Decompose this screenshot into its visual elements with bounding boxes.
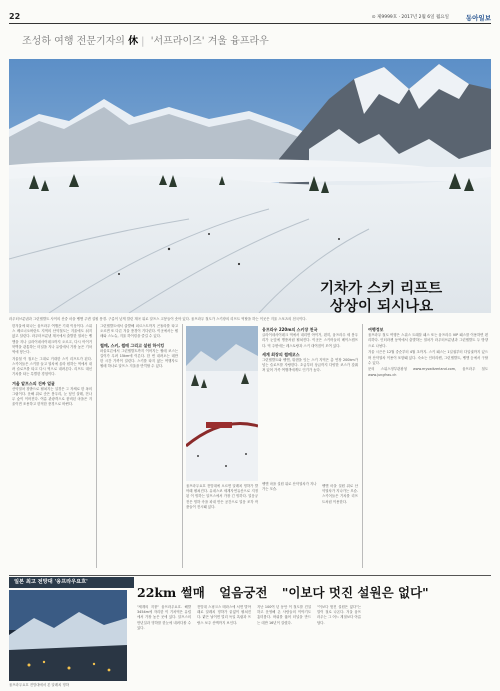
paragraph: 겨울철 이 철도는 그대로 거대한 스키 리프트가 된다. 스키어들은 스키를 들고 열차에 올라 원하는 역에서 내려 슬로프를 타고 다시 역으로 내려온다. 리프트 대신 기차를 타는 특별한 경험이다.	[12, 356, 92, 377]
body-column-4b	[322, 484, 358, 568]
paragraph: 융프라우요흐 전망대에 오르면 알레치 빙하가 발아래 펼쳐진다. 유네스코 세계자연유산으로 지정된 이 빙하는 알프스에서 가장 긴 빙하다. 얼음궁전은 빙하 속을 파내 만든 공간으로 얼음 조각 작품들이 전시돼 있다.	[186, 484, 258, 509]
inline-photo-caption: 벵엔 마을 설원 위로 산악열차가 지나가는 모습.	[262, 482, 317, 491]
subhead-a: 22km 썰매	[137, 585, 205, 600]
feature-title	[320, 280, 485, 316]
subheading: 겨울 알프스의 진짜 얼굴	[12, 380, 55, 386]
glacier-photo	[9, 590, 127, 681]
paragraph: 그린델발트와 벵엔, 뮈렌을 잇는 스키 지역은 총 연장 200km가 넘는 슬로프를 자랑한다. 초급부터 상급까지 다양한 코스가 갖춰져 있어 가족 여행객에게도 인기가 높다.	[262, 358, 358, 373]
travel-info-column	[368, 324, 488, 682]
body-column-2	[100, 324, 178, 568]
masthead	[9, 14, 491, 24]
body-column-3	[186, 484, 258, 568]
paragraph: 겨울 시즌은 12월 중순부터 4월 초까지. 스키 패스는 1일권부터 다일권까지 있으며 산악열차 이용이 포함돼 있다. 숙소는 인터라켄, 그린델발트, 벵엔 등에서 구할 수 있다.	[368, 350, 488, 365]
section-label: 일본 최고 전망대 '융프라우요흐'	[9, 577, 134, 588]
inline-photo	[186, 326, 258, 481]
subhead-c: "이보다 멋진 설원은 없다"	[281, 585, 429, 600]
section-headline: 조성하 여행 전문기자의 休 | '서프라이즈' 겨울 융프라우	[22, 36, 269, 47]
paragraph: 클라이네샤이데크 역에서 내리면 아이거, 묀히, 융프라우 세 봉우리가 눈앞에 병풍처럼 펼쳐진다. 이곳은 스키어들의 베이스캠프다. 역 주변에는 레스토랑과 스키 대여점이 모여 있다.	[262, 333, 358, 348]
paper-logo: 동아일보	[465, 14, 491, 22]
body-column-1	[12, 324, 92, 568]
paragraph: 문의 스위스정부관광청 www.myswitzerland.com, 융프라우 철도 www.jungfrau.ch	[368, 367, 488, 377]
subhead-b: 얼음궁전	[219, 585, 268, 600]
headline-theme: '서프라이즈' 겨울 융프라우	[150, 36, 269, 47]
paragraph: 전망대 스핑크스 테라스에 서면 발아래로 알레치 빙하가 끝없이 펼쳐진다. 맑은 날이면 멀리 독일 흑림과 프랑스 보주 산맥까지 보인다.	[197, 605, 251, 625]
subheading: 세계 최장의 썰매코스	[262, 351, 300, 357]
lower-column-4	[317, 605, 361, 685]
subheading: 썰매, 스키, 썰매 그리고 설원 하이킹	[100, 342, 165, 348]
section-headline-2	[137, 583, 439, 601]
section-rule	[9, 575, 491, 576]
paragraph: "이보다 멋진 설원은 없다"는 말이 절로 나온다. 겨울 융프라우는 그 어느 계절보다 아름답다.	[317, 605, 361, 625]
glacier-photo-caption: 융프라우요흐 전망대에서 본 알레치 빙하	[9, 683, 69, 687]
paragraph: 그린델발트에서 출발해 피르스트까지 곤돌라를 타고 오르면 또 다른 겨울 풍경이 기다린다. 이곳에서는 썰매와 스노슈, 겨울 하이킹을 즐길 수 있다.	[100, 324, 178, 339]
column-divider	[96, 324, 97, 568]
paragraph: 한겨울에 떠나는 융프라우 여행은 기대 이상이다. 스위스 베르너오버란트 지역의 산악철도는 겨울에도 쉬지 않고 달린다. 라우터브룬넨 계곡에서 출발한 열차는 벵엔을 지나 클라이네샤이데크까지 오르고, 다시 아이거 북벽을 관통하는 터널을 지나 유럽에서 가장 높은 기차역에 닿는다.	[12, 324, 92, 355]
title-line-2: 상상이 되시나요	[330, 298, 434, 315]
title-line-1: 기차가 스키 리프트	[320, 280, 443, 297]
hero-caption: 라우터브룬넨과 그린델발트 사이의 산중 마을 벵엔 주변 설원 풍경. 구름이 낮게 깔린 계곡 위로 알프스 고봉들이 솟아 있다. 융프라우 철도가 스키장의 리프트 역할을 하는 이곳은 겨울 스포츠의 천국이다.	[9, 317, 307, 321]
lower-column-3	[257, 605, 311, 685]
paragraph: 벵엔 마을 설원 위로 산악열차가 지나가는 모습. 스키어들은 기차를 리프트처럼 이용한다.	[322, 484, 358, 504]
column-divider	[362, 324, 363, 568]
headline-rubric: 休	[128, 36, 139, 47]
subheading: 여행정보	[368, 327, 384, 332]
body-column-4	[262, 324, 358, 479]
paragraph: 융프라우 철도 여행은 스위스 트래블 패스 또는 융프라우 VIP 패스를 이용하면 편리하다. 인터라켄 동역에서 출발하는 열차가 라우터브룬넨과 그린델발트 두 방향으로 나뉜다.	[368, 333, 488, 348]
date-line: ⊙ 제9999호 · 2017년 2월 6일 월요일	[371, 15, 449, 20]
page-number: 22	[9, 12, 21, 21]
lower-column-1	[137, 605, 191, 685]
paragraph: "세계의 지붕" 융프라우요흐. 해발 3454m에 자리한 이 기차역은 유럽에서 가장 높은 곳에 있다. 알프스의 만년설과 빙하를 한눈에 내려다볼 수 있다.	[137, 605, 191, 630]
paragraph: 산악열차 창밖으로 펼쳐지는 설경은 그 자체로 한 폭의 그림이다. 운해 위로 솟은 봉우리, 눈 덮인 샬레, 전나무 숲이 이어진다. 여름 관광객으로 붐비던 마을은 겨울이면 조용하고 한적한 풍경으로 바뀐다.	[12, 386, 92, 407]
hero-photo	[9, 59, 491, 313]
lower-column-2	[197, 605, 251, 685]
paragraph: 지난 100여 년 동안 이 철도를 건설하고 운영해 온 사람들의 이야기도 흥미롭다. 바위를 뚫어 터널을 만드는 데만 16년이 걸렸다.	[257, 605, 311, 625]
headline-lead: 조성하 여행 전문기자의	[22, 36, 125, 47]
paragraph: 파울호른에서 그린델발트까지 이어지는 썰매 코스는 길이가 무려 15km에 이른다. 한 번 내려오는 데만 한 시간 가까이 걸린다. 스키를 타지 않는 여행자도 썰매 하나로 알프스 겨울을 만끽할 수 있다.	[100, 348, 178, 369]
subheading: 융프라우 220m의 스키장 천국	[262, 327, 318, 332]
column-divider	[182, 324, 183, 568]
